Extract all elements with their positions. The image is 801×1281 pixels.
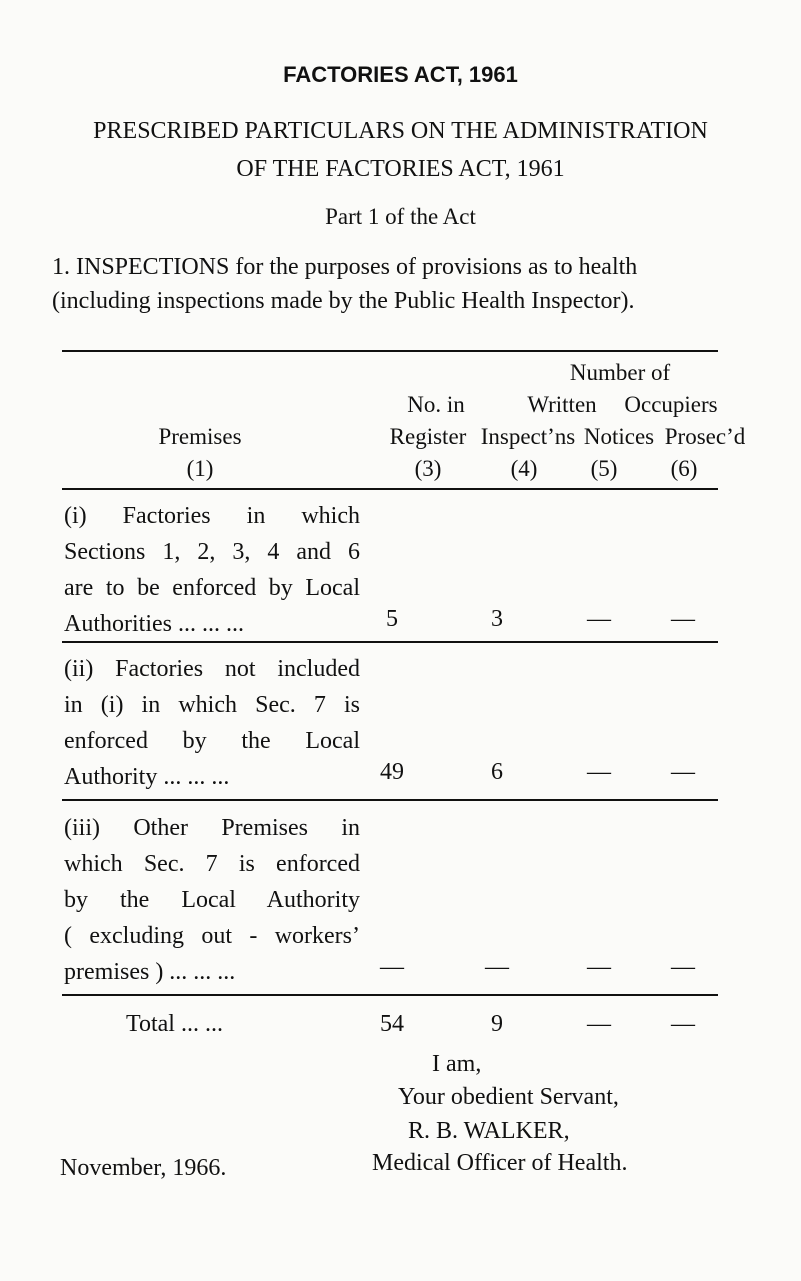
row-label-line: Authority ... ... ... — [64, 764, 230, 790]
row2-prosecuted: — — [671, 759, 695, 785]
header-written: Written — [527, 392, 597, 417]
header-occupiers: Occupiers — [624, 392, 718, 417]
page-title: FACTORIES ACT, 1961 — [283, 62, 518, 87]
closing-line: I am, — [432, 1051, 482, 1077]
row-label-line: ( excluding out - workers’ — [64, 923, 360, 949]
row3-notices: — — [587, 954, 611, 980]
col-number-6: (6) — [670, 456, 698, 481]
subtitle-line-2: OF THE FACTORIES ACT, 1961 — [236, 156, 565, 182]
row-label-line: Authorities ... ... ... — [64, 611, 244, 637]
subtitle-line-1: PRESCRIBED PARTICULARS ON THE ADMINISTRATION — [93, 118, 708, 144]
col-number-4: (4) — [510, 456, 538, 481]
header-bottom-rule — [62, 488, 718, 490]
table-row-label — [64, 498, 360, 642]
row-label-line: by the Local Authority — [64, 887, 360, 913]
table-row-label — [64, 651, 360, 795]
col-number-1: (1) — [186, 456, 214, 481]
row-label-line: enforced by the Local — [64, 728, 360, 754]
header-register: Register — [389, 424, 467, 449]
total-inspections: 9 — [491, 1011, 503, 1037]
row3-inspections: — — [485, 954, 509, 980]
row-label-line: which Sec. 7 is enforced — [64, 851, 360, 877]
col-number-5: (5) — [590, 456, 618, 481]
row1-prosecuted: — — [671, 606, 695, 632]
header-number-of: Number of — [569, 360, 671, 385]
table-bottom-rule — [62, 994, 718, 996]
row1-register: 5 — [386, 606, 398, 632]
document-date: November, 1966. — [60, 1155, 227, 1181]
header-notices: Notices — [583, 424, 655, 449]
intro-line-2: (including inspections made by the Public Health Inspector). — [52, 288, 635, 314]
signatory-role: Medical Officer of Health. — [372, 1150, 628, 1176]
row3-register: — — [380, 954, 404, 980]
table-row-label — [64, 810, 360, 990]
row-divider — [62, 799, 718, 801]
part-label: Part 1 of the Act — [325, 204, 476, 229]
row-label-line: (i) Factories in which — [64, 503, 360, 529]
header-no-in: No. in — [407, 392, 465, 417]
col-number-3: (3) — [414, 456, 442, 481]
row-label-line: Sections 1, 2, 3, 4 and 6 — [64, 539, 360, 565]
row2-inspections: 6 — [491, 759, 503, 785]
header-inspections: Inspect’ns — [480, 424, 576, 449]
row2-register: 49 — [380, 759, 404, 785]
row3-prosecuted: — — [671, 954, 695, 980]
row1-notices: — — [587, 606, 611, 632]
table-top-rule — [62, 350, 718, 352]
total-register: 54 — [380, 1011, 404, 1037]
total-prosecuted: — — [671, 1011, 695, 1037]
total-label: Total ... ... — [126, 1011, 223, 1037]
row1-inspections: 3 — [491, 606, 503, 632]
total-notices: — — [587, 1011, 611, 1037]
row-label-line: premises ) ... ... ... — [64, 959, 236, 985]
intro-line-1: 1. INSPECTIONS for the purposes of provisions as to health — [52, 254, 638, 280]
signatory-name: R. B. WALKER, — [408, 1118, 570, 1144]
row-label-line: (iii) Other Premises in — [64, 815, 360, 841]
row-divider — [62, 641, 718, 643]
row2-notices: — — [587, 759, 611, 785]
row-label-line: in (i) in which Sec. 7 is — [64, 692, 360, 718]
closing-servant: Your obedient Servant, — [398, 1084, 619, 1110]
header-prosecuted: Prosec’d — [664, 424, 746, 449]
header-premises: Premises — [158, 424, 242, 449]
row-label-line: are to be enforced by Local — [64, 575, 360, 601]
row-label-line: (ii) Factories not included — [64, 656, 360, 682]
